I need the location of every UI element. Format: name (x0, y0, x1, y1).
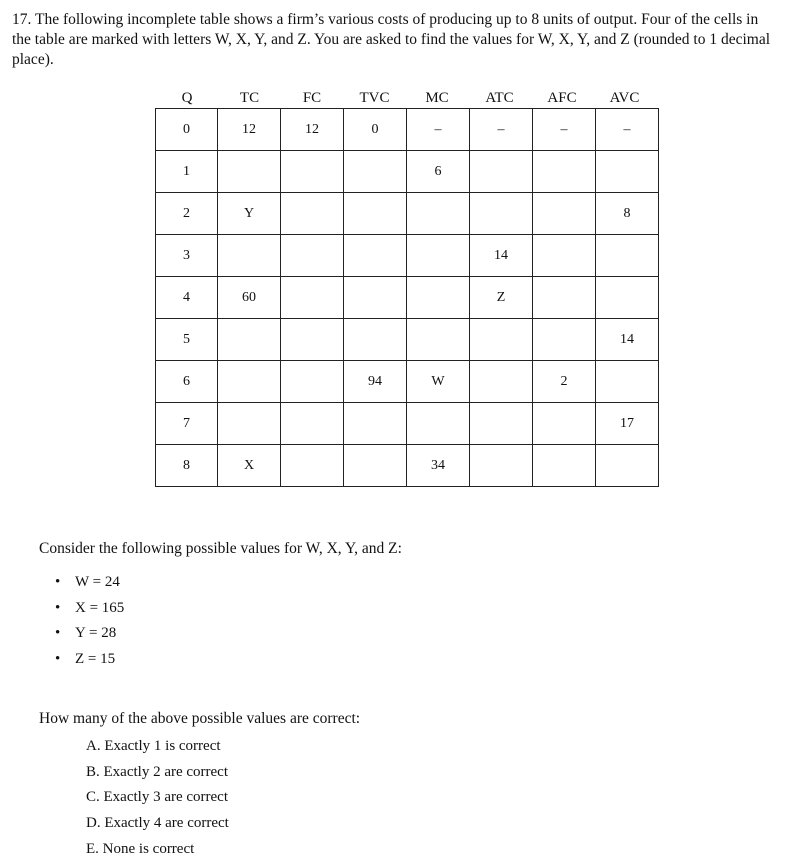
table-cell (344, 277, 407, 319)
candidate-value: W = 24 (75, 574, 120, 590)
table-cell: 2 (156, 193, 218, 235)
bullet-icon: • (55, 651, 61, 668)
table-cell (470, 319, 533, 361)
table-cell: – (596, 109, 659, 151)
table-cell: 17 (596, 403, 659, 445)
table-cell (470, 361, 533, 403)
table-cell (218, 235, 281, 277)
table-row (156, 109, 659, 151)
table-cell (596, 361, 659, 403)
table-cell: 0 (344, 109, 407, 151)
list-item (55, 621, 124, 647)
table-cell: Z (470, 277, 533, 319)
table-cell (281, 319, 344, 361)
bullet-icon: • (55, 574, 61, 590)
table-cell: 6 (156, 361, 218, 403)
table-cell (596, 235, 659, 277)
bullet-icon: • (55, 625, 61, 642)
question-number: 17. (12, 11, 32, 28)
table-cell (533, 151, 596, 193)
column-header-mc: MC (425, 90, 449, 106)
table-cell (344, 445, 407, 487)
table-cell: 7 (156, 403, 218, 445)
candidate-value: Y = 28 (75, 625, 117, 642)
question-prompt: The following incomplete table shows a firm’s various costs of producing up to 8 units of output. Four of the cells in the table are marked with letters W, X, Y, and Z. You are asked to find the values for W, X, Y, and Z (rounded to 1 decimal place). (12, 11, 771, 68)
answer-option[interactable]: D. Exactly 4 are correct (86, 815, 229, 832)
question-text-block (12, 10, 777, 70)
cost-table (155, 108, 659, 487)
list-item (55, 647, 124, 673)
table-cell: 2 (533, 361, 596, 403)
table-cell: 0 (156, 109, 218, 151)
table-cell: – (533, 109, 596, 151)
table-cell (596, 277, 659, 319)
table-cell (218, 319, 281, 361)
table-cell: 5 (156, 319, 218, 361)
column-header-q: Q (181, 90, 193, 106)
table-cell: 12 (218, 109, 281, 151)
table-cell (596, 445, 659, 487)
table-cell (407, 319, 470, 361)
ask-prompt: How many of the above possible values are correct: (39, 710, 361, 727)
table-cell: – (407, 109, 470, 151)
table-headers (156, 90, 656, 110)
table-cell (281, 277, 344, 319)
table-cell: 3 (156, 235, 218, 277)
table-row (156, 403, 659, 445)
table-cell (344, 403, 407, 445)
column-header-tvc: TVC (359, 90, 390, 106)
table-cell (281, 403, 344, 445)
candidate-values-list (55, 570, 124, 673)
table-cell (470, 403, 533, 445)
table-cell (281, 151, 344, 193)
column-header-fc: FC (302, 90, 322, 106)
list-item (55, 570, 124, 596)
table-cell: – (470, 109, 533, 151)
table-cell (596, 151, 659, 193)
table-cell: 4 (156, 277, 218, 319)
table-cell (344, 151, 407, 193)
answer-option[interactable]: C. Exactly 3 are correct (86, 789, 229, 806)
table-cell: 94 (344, 361, 407, 403)
table-row (156, 445, 659, 487)
table-row (156, 151, 659, 193)
table-cell (533, 235, 596, 277)
table-cell: 1 (156, 151, 218, 193)
table-row (156, 319, 659, 361)
table-cell: Y (218, 193, 281, 235)
table-cell (533, 445, 596, 487)
column-header-avc: AVC (609, 90, 640, 106)
answer-option[interactable]: A. Exactly 1 is correct (86, 738, 221, 754)
table-cell (470, 193, 533, 235)
table-row (156, 361, 659, 403)
table-row (156, 277, 659, 319)
bullet-icon: • (55, 599, 61, 616)
candidate-value: Z = 15 (75, 651, 116, 668)
table-cell: X (218, 445, 281, 487)
table-cell (281, 361, 344, 403)
answer-option[interactable]: B. Exactly 2 are correct (86, 763, 229, 780)
table-cell (281, 193, 344, 235)
table-cell (407, 235, 470, 277)
table-cell (407, 277, 470, 319)
table-cell: 34 (407, 445, 470, 487)
answer-option[interactable]: E. None is correct (86, 840, 195, 857)
table-cell (533, 277, 596, 319)
table-cell (218, 151, 281, 193)
table-cell: 14 (596, 319, 659, 361)
table-cell: 60 (218, 277, 281, 319)
table-cell (344, 193, 407, 235)
table-cell (533, 319, 596, 361)
list-item (55, 596, 124, 622)
table-cell (470, 151, 533, 193)
table-row (156, 235, 659, 277)
table-cell (344, 319, 407, 361)
table-cell (533, 193, 596, 235)
table-cell (470, 445, 533, 487)
answer-options-list (86, 734, 229, 862)
table-cell (407, 403, 470, 445)
column-header-afc: AFC (547, 90, 577, 106)
table-cell (218, 361, 281, 403)
candidate-value: X = 165 (75, 599, 125, 616)
table-cell: 6 (407, 151, 470, 193)
table-cell (533, 403, 596, 445)
column-header-atc: ATC (485, 90, 514, 106)
table-cell (281, 235, 344, 277)
consider-prompt: Consider the following possible values for W, X, Y, and Z: (39, 540, 402, 557)
table-cell: 8 (596, 193, 659, 235)
table-cell (344, 235, 407, 277)
column-header-tc: TC (239, 90, 260, 106)
table-cell: W (407, 361, 470, 403)
table-cell: 8 (156, 445, 218, 487)
table-cell (281, 445, 344, 487)
table-cell (218, 403, 281, 445)
table-cell (407, 193, 470, 235)
table-cell: 12 (281, 109, 344, 151)
table-cell: 14 (470, 235, 533, 277)
table-row (156, 193, 659, 235)
